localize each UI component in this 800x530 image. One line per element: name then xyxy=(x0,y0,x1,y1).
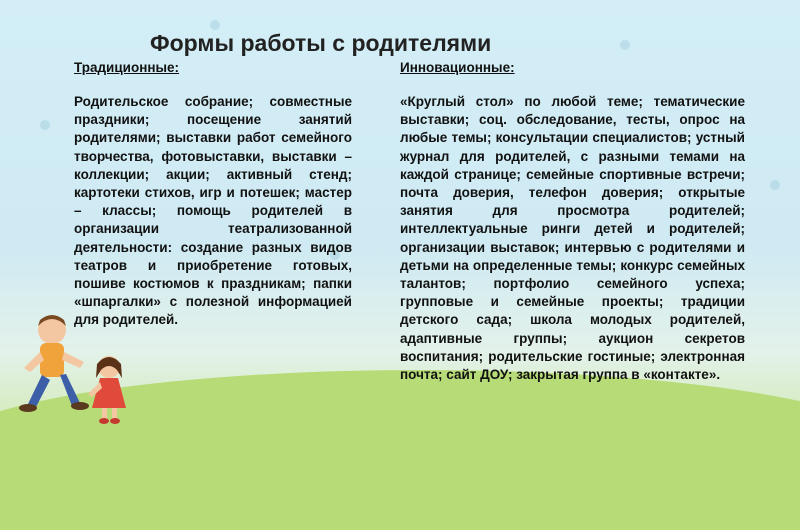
decor-dot xyxy=(40,120,50,130)
decor-dot xyxy=(620,40,630,50)
traditional-column xyxy=(74,60,352,330)
slide-title: Формы работы с родителями xyxy=(150,30,492,56)
innovative-text: «Круглый стол» по любой теме; тематические выставки; соц. обследование, тесты, опрос на любые темы; консультации специалистов; устный журнал для родителей, с разными темами на каждой странице; семейные спортивные встречи; почта доверия, телефон доверия; открытые занятия для просмотра родителей; интеллектуальные ринги детей и родителей; организации выставок; интервью с родителями и детьми на определенные темы; конкурс семейных талантов; портфолио семейного успеха; групповые и семейные проекты; традиции детского сада; школа молодых родителей, адаптивные группы; аукцион секретов воспитания; родительские гостиные; электронная почта; сайт ДОУ; закрытая группа в «контакте». xyxy=(400,94,745,383)
decor-dot xyxy=(770,180,780,190)
decor-dot xyxy=(210,20,220,30)
girl-figure xyxy=(88,356,126,424)
traditional-text: Родительское собрание; совместные праздники; посещение занятий родителями; выставки работ семейного творчества, фотовыставки, выставки – коллекции; акции; активный стенд; картотеки стихов, игр и потешек; мастер – классы; помощь родителей в организации театрализованной деятельности: создание разных видов театров и приобретение готовых, пошиве костюмов к праздникам; папки «шпаргалки» с полезной информацией для родителей. xyxy=(74,94,352,328)
innovative-column xyxy=(400,60,745,384)
innovative-heading: Инновационные: xyxy=(400,60,515,75)
traditional-heading: Традиционные: xyxy=(74,60,180,75)
children-illustration xyxy=(14,312,154,427)
boy-figure xyxy=(19,315,89,412)
